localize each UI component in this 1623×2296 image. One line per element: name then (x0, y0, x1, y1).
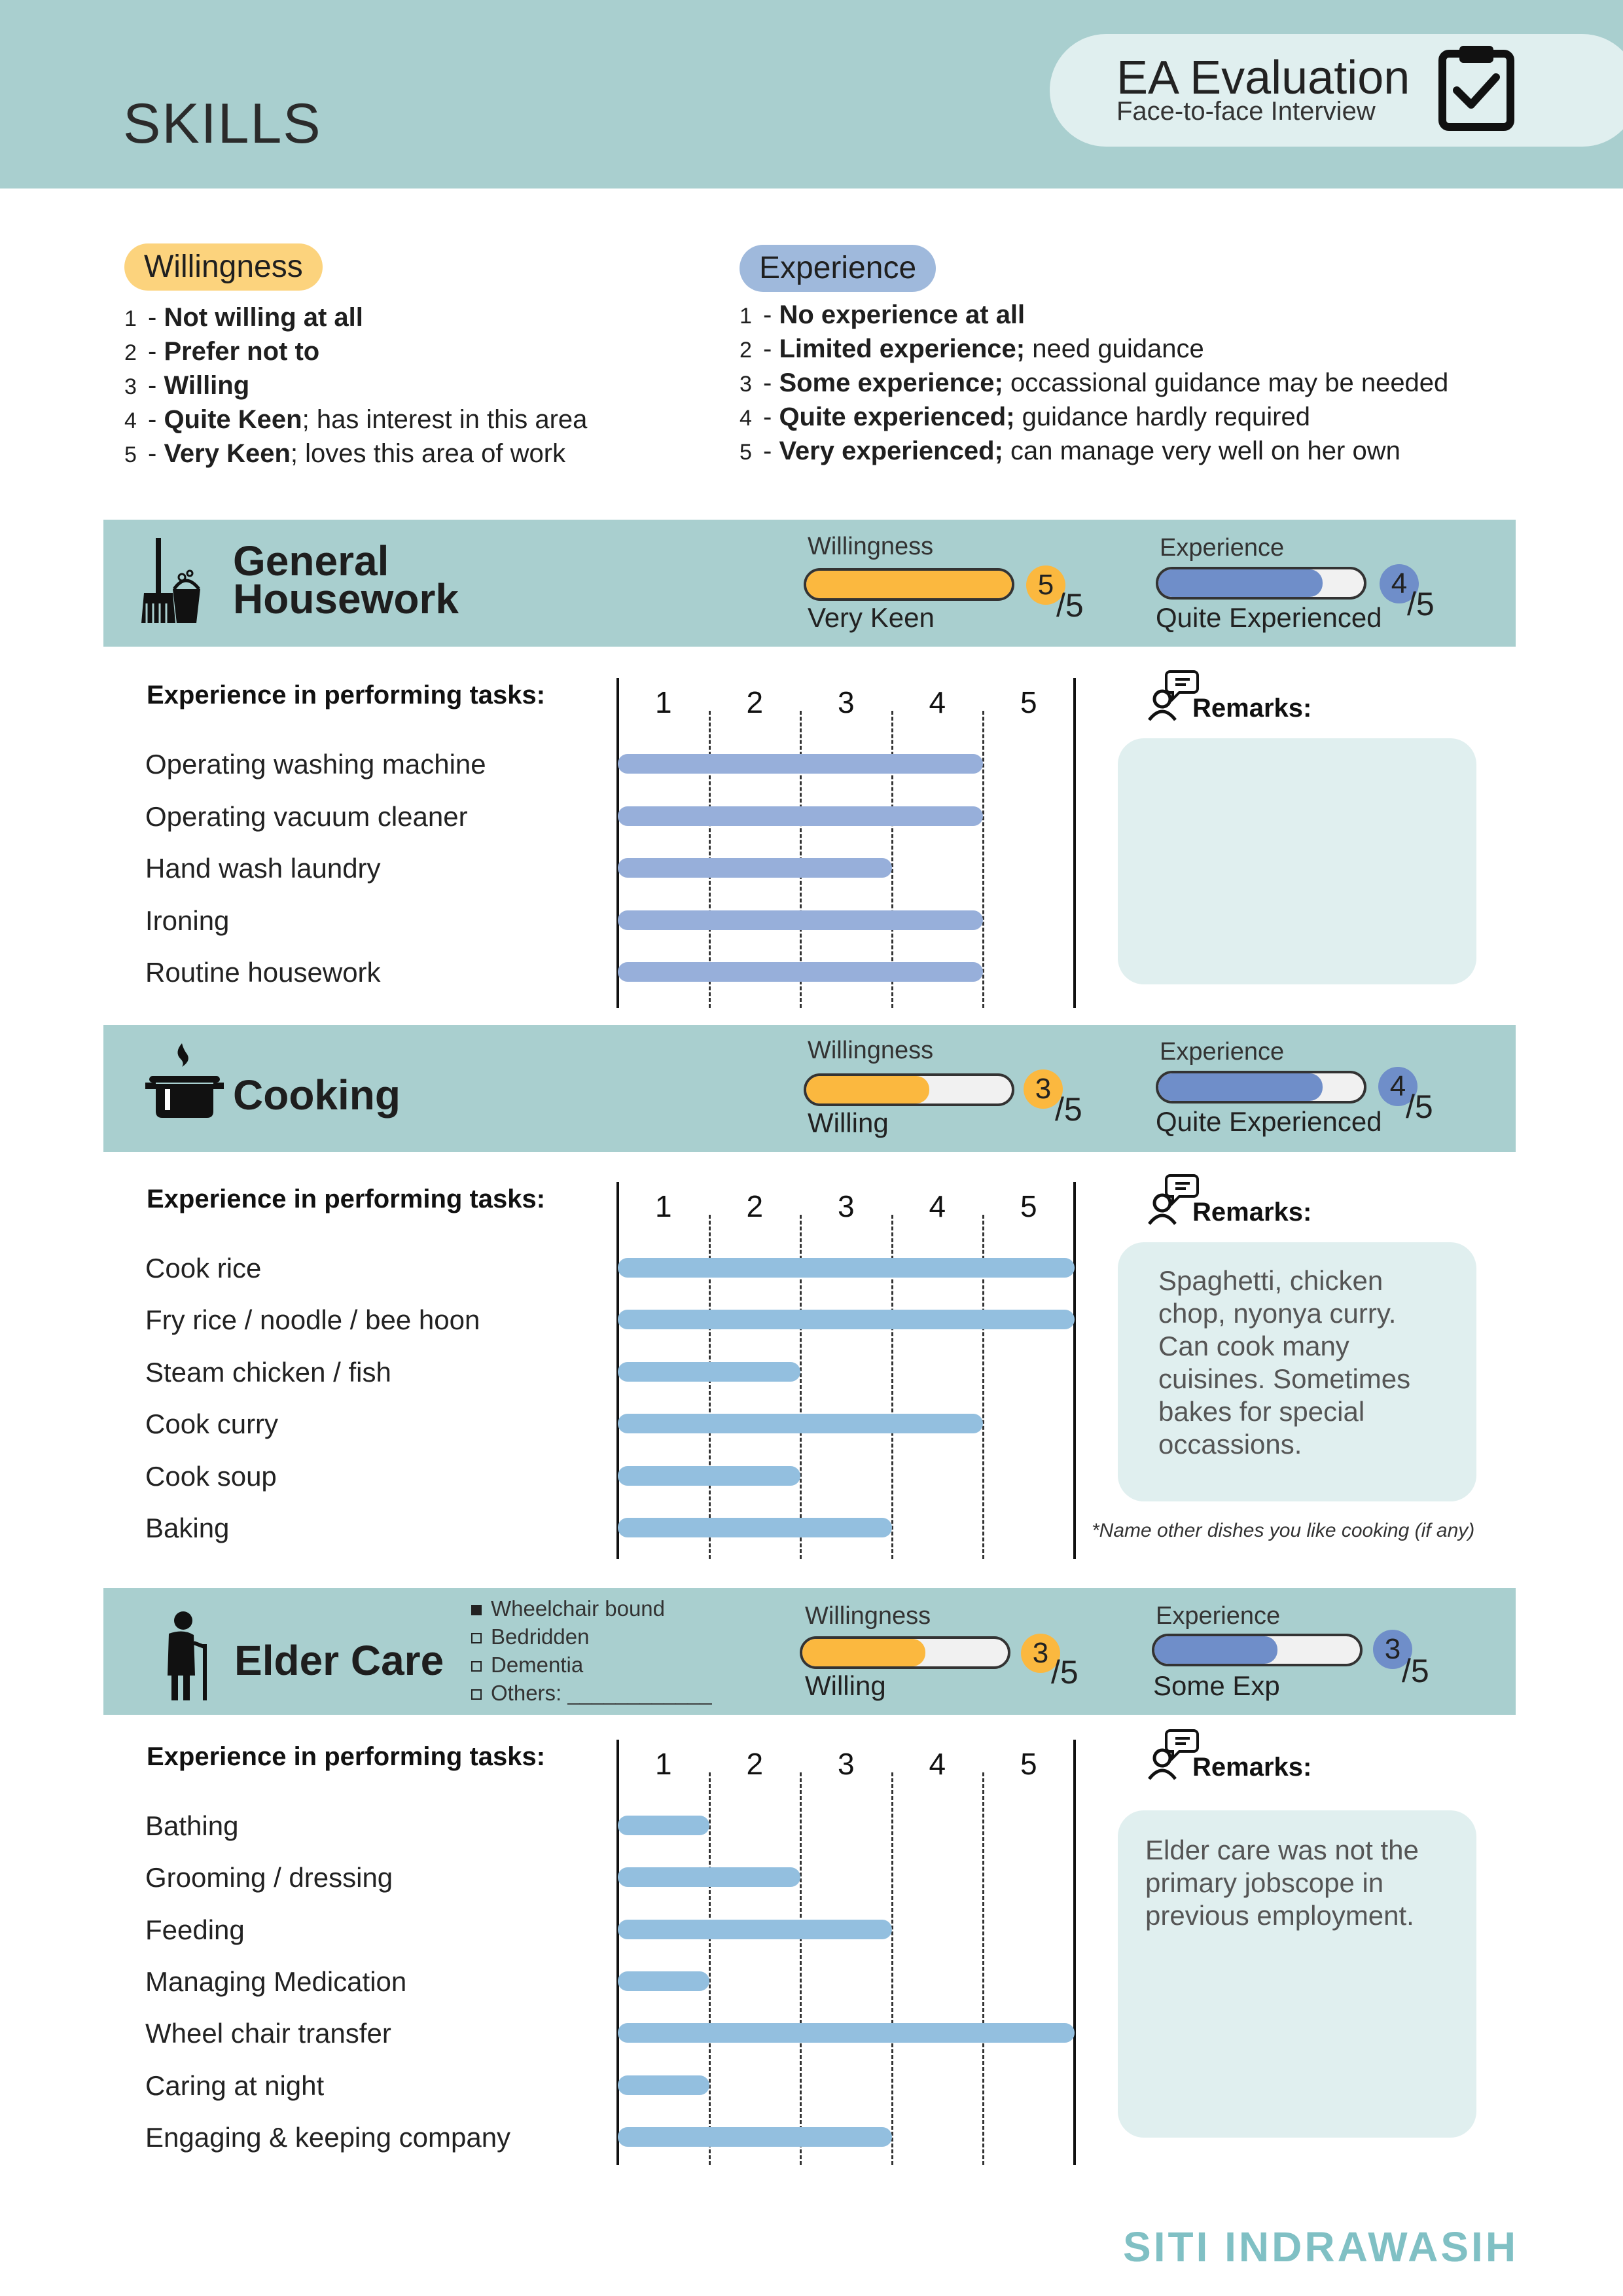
cooking-task-bar (618, 1414, 983, 1433)
legend-term: Limited experience; (779, 334, 1026, 363)
eldercare-gridline (800, 1772, 802, 2165)
legend-dash: - (148, 405, 164, 434)
cooking-task-bar (618, 1258, 1075, 1278)
legend-term: Some experience; (779, 368, 1003, 397)
eldercare-task-bar (618, 2023, 1075, 2043)
housework-task-label: Ironing (145, 905, 230, 936)
eldercare-title: Elder Care (234, 1637, 444, 1684)
legend-dash: - (148, 303, 164, 332)
experience-legend-item (740, 401, 1448, 435)
eldercare-option-label: Bedridden (491, 1624, 590, 1649)
cooking-experience-fill (1158, 1073, 1323, 1101)
eldercare-task-bar (618, 1971, 709, 1991)
housework-task-label: Hand wash laundry (145, 853, 381, 884)
housework-experience-label: Experience (1160, 534, 1285, 562)
legend-description: occassional guidance may be needed (1003, 368, 1449, 397)
eldercare-remarks-text: Elder care was not the primary jobscope in previous employment. (1145, 1835, 1419, 1931)
housework-task-bar (618, 910, 983, 930)
eldercare-scale-number: 5 (1020, 1747, 1037, 1781)
housework-willingness-label: Willingness (808, 533, 934, 560)
experience-legend-tag: Experience (740, 245, 936, 292)
legend-number: 4 (740, 406, 752, 431)
housework-remarks-label: Remarks: (1192, 694, 1312, 723)
eldercare-scale-number: 3 (837, 1747, 855, 1781)
housework-experience-value: Quite Experienced (1156, 602, 1382, 633)
eldercare-scale-number: 2 (746, 1747, 764, 1781)
evaluation-subtitle: Face-to-face Interview (1116, 97, 1376, 126)
housework-scale-number: 4 (929, 685, 946, 719)
housework-task-bar (618, 858, 892, 878)
legend-dash: - (763, 334, 779, 363)
cooking-willingness-value: Willing (808, 1107, 889, 1138)
legend-term: Very experienced; (779, 437, 1003, 465)
housework-scale-number: 2 (746, 685, 764, 719)
housework-scale-number: 3 (837, 685, 855, 719)
housework-task-bar (618, 962, 983, 982)
cooking-remarks-box (1118, 1242, 1476, 1501)
experience-legend-item (740, 367, 1448, 401)
housework-task-label: Operating washing machine (145, 749, 486, 780)
broom-bucket-icon (141, 538, 200, 624)
cooking-task-label: Cook soup (145, 1460, 277, 1492)
cooking-remarks-note: *Name other dishes you like cooking (if any) (1092, 1520, 1475, 1541)
housework-scale-number: 5 (1020, 685, 1037, 719)
checkbox-checked-icon[interactable] (471, 1605, 482, 1615)
housework-gridline (982, 711, 984, 1008)
legend-term: Quite experienced; (779, 403, 1015, 431)
housework-axis-left (616, 678, 619, 1008)
cooking-scale-number: 2 (746, 1189, 764, 1223)
eldercare-task-label: Bathing (145, 1810, 239, 1841)
remarks-person-icon (1147, 669, 1199, 721)
housework-task-bar (618, 806, 983, 826)
experience-legend-list (740, 298, 1448, 469)
eldercare-task-bar (618, 1816, 709, 1835)
eldercare-willingness-fill (802, 1639, 925, 1666)
willingness-legend-item (124, 301, 587, 335)
cooking-axis-right (1073, 1182, 1076, 1559)
eldercare-task-label: Grooming / dressing (145, 1862, 393, 1893)
eldercare-option-label: Others: ____________ (491, 1681, 712, 1705)
willingness-legend-list (124, 301, 587, 471)
eldercare-remarks-label: Remarks: (1192, 1753, 1312, 1782)
eldercare-experience-label: Experience (1156, 1602, 1281, 1630)
housework-experience-track (1156, 567, 1366, 600)
cooking-remarks-label: Remarks: (1192, 1198, 1312, 1227)
willingness-legend-item (124, 403, 587, 437)
eldercare-experience-out-of: /5 (1402, 1653, 1429, 1689)
cooking-experience-track (1156, 1071, 1366, 1103)
cooking-remarks-text: Spaghetti, chicken chop, nyonya curry. Can cook many cuisines. Sometimes bakes for special occassions. (1158, 1265, 1411, 1460)
eldercare-scale-number: 4 (929, 1747, 946, 1781)
legend-dash: - (763, 403, 779, 431)
housework-willingness-fill (806, 571, 1012, 598)
willingness-legend-item (124, 437, 587, 471)
legend-description: ; loves this area of work (290, 439, 566, 468)
housework-experience-out-of: /5 (1407, 586, 1435, 622)
cooking-willingness-score: 3 (1024, 1069, 1063, 1109)
eldercare-gridline (709, 1772, 711, 2165)
housework-task-label: Operating vacuum cleaner (145, 800, 468, 832)
eldercare-option[interactable] (471, 1623, 712, 1651)
eldercare-scale-number: 1 (654, 1747, 672, 1781)
legend-term: Prefer not to (164, 337, 320, 366)
willingness-legend-tag: Willingness (124, 243, 323, 291)
cooking-task-bar (618, 1310, 1075, 1329)
cooking-task-bar (618, 1518, 892, 1537)
housework-willingness-out-of: /5 (1056, 587, 1084, 624)
cooking-task-label: Cook rice (145, 1253, 262, 1283)
willingness-legend-item (124, 369, 587, 403)
checkbox-empty-icon[interactable] (471, 1689, 482, 1700)
cooking-willingness-fill (806, 1076, 929, 1103)
cooking-willingness-label: Willingness (808, 1037, 934, 1064)
elderly-person-icon (153, 1610, 212, 1702)
cooking-title: Cooking (233, 1071, 401, 1119)
checkbox-empty-icon[interactable] (471, 1633, 482, 1643)
legend-number: 2 (124, 340, 137, 365)
evaluation-title: EA Evaluation (1116, 52, 1410, 104)
eldercare-task-bar (618, 2127, 892, 2147)
eldercare-willingness-value: Willing (805, 1670, 886, 1701)
cooking-willingness-out-of: /5 (1055, 1091, 1082, 1128)
housework-tasks-heading: Experience in performing tasks: (147, 681, 546, 709)
clipboard-check-icon (1437, 42, 1516, 131)
eldercare-experience-fill (1154, 1636, 1277, 1664)
legend-dash: - (763, 300, 779, 329)
cooking-experience-out-of: /5 (1406, 1088, 1433, 1125)
eldercare-willingness-label: Willingness (805, 1602, 931, 1630)
experience-legend-item (740, 435, 1448, 469)
legend-dash: - (763, 437, 779, 465)
cooking-task-label: Cook curry (145, 1408, 279, 1440)
housework-task-label: Routine housework (145, 957, 381, 988)
housework-axis-right (1073, 678, 1076, 1008)
eldercare-condition-options (471, 1594, 712, 1707)
willingness-legend-item (124, 335, 587, 369)
cooking-pot-icon (145, 1043, 224, 1119)
legend-term: No experience at all (779, 300, 1026, 329)
legend-number: 4 (124, 408, 137, 433)
eldercare-option-label: Dementia (491, 1653, 584, 1677)
experience-legend-item (740, 298, 1448, 332)
eldercare-gridline (891, 1772, 893, 2165)
legend-term: Willing (164, 371, 250, 400)
cooking-experience-value: Quite Experienced (1156, 1106, 1382, 1137)
legend-term: Quite Keen (164, 405, 302, 434)
eldercare-option[interactable] (471, 1594, 712, 1623)
legend-dash: - (148, 337, 164, 366)
eldercare-option[interactable] (471, 1679, 712, 1707)
eldercare-task-label: Managing Medication (145, 1965, 407, 1997)
cooking-scale-number: 5 (1020, 1189, 1037, 1223)
eldercare-experience-track (1152, 1634, 1363, 1666)
eldercare-task-label: Caring at night (145, 2070, 325, 2101)
housework-experience-fill (1158, 569, 1323, 597)
legend-dash: - (148, 371, 164, 400)
eldercare-axis-right (1073, 1740, 1076, 2165)
eldercare-task-bar (618, 2075, 709, 2095)
housework-remarks-box (1118, 738, 1476, 984)
eldercare-task-label: Wheel chair transfer (145, 2018, 391, 2049)
eldercare-option[interactable] (471, 1651, 712, 1679)
legend-term: Very Keen (164, 439, 291, 468)
housework-willingness-track (804, 568, 1014, 601)
eldercare-experience-score: 3 (1373, 1630, 1412, 1669)
eldercare-task-label: Feeding (145, 1914, 245, 1945)
housework-scale-number: 1 (654, 685, 672, 719)
cooking-willingness-track (804, 1073, 1014, 1106)
legend-description: need guidance (1025, 334, 1204, 363)
legend-term: Not willing at all (164, 303, 363, 332)
housework-remarks-text (1118, 738, 1476, 791)
checkbox-empty-icon[interactable] (471, 1661, 482, 1672)
page-title: SKILLS (123, 92, 322, 155)
eldercare-willingness-score: 3 (1021, 1634, 1060, 1673)
candidate-name: SITI INDRAWASIH (1123, 2223, 1519, 2270)
legend-number: 2 (740, 338, 752, 363)
eldercare-task-bar (618, 1867, 800, 1887)
cooking-task-label: Baking (145, 1513, 230, 1543)
legend-number: 5 (740, 440, 752, 465)
eldercare-willingness-out-of: /5 (1051, 1654, 1079, 1691)
housework-task-bar (618, 754, 983, 774)
legend-description: ; has interest in this area (302, 405, 588, 434)
legend-number: 1 (124, 306, 137, 331)
cooking-scale-number: 1 (654, 1189, 672, 1223)
eldercare-willingness-track (800, 1636, 1010, 1669)
legend-dash: - (763, 368, 779, 397)
eldercare-option-label: Wheelchair bound (491, 1596, 665, 1621)
legend-number: 3 (124, 374, 137, 399)
experience-legend-item (740, 332, 1448, 367)
cooking-scale-number: 3 (837, 1189, 855, 1223)
eldercare-task-bar (618, 1920, 892, 1939)
housework-experience-score: 4 (1380, 564, 1419, 603)
legend-number: 3 (740, 372, 752, 397)
cooking-task-bar (618, 1466, 800, 1486)
cooking-experience-score: 4 (1378, 1067, 1418, 1106)
housework-willingness-value: Very Keen (808, 602, 935, 633)
housework-title-line2: Housework (233, 575, 459, 622)
eldercare-tasks-heading: Experience in performing tasks: (147, 1742, 546, 1771)
eldercare-task-label: Engaging & keeping company (145, 2121, 511, 2153)
legend-dash: - (148, 439, 164, 468)
eldercare-remarks-box (1118, 1810, 1476, 2138)
eldercare-axis-left (616, 1740, 619, 2165)
legend-description: guidance hardly required (1014, 403, 1310, 431)
housework-willingness-score: 5 (1026, 565, 1065, 605)
cooking-tasks-heading: Experience in performing tasks: (147, 1185, 546, 1213)
housework-title-line1: General (233, 537, 389, 584)
remarks-person-icon (1147, 1173, 1199, 1225)
remarks-person-icon (1147, 1728, 1199, 1780)
cooking-experience-label: Experience (1160, 1038, 1285, 1066)
cooking-scale-number: 4 (929, 1189, 946, 1223)
cooking-task-label: Fry rice / noodle / bee hoon (145, 1304, 480, 1336)
cooking-task-bar (618, 1362, 800, 1382)
eldercare-experience-value: Some Exp (1153, 1670, 1280, 1701)
cooking-task-label: Steam chicken / fish (145, 1356, 391, 1388)
legend-number: 5 (124, 442, 137, 467)
legend-description: can manage very well on her own (1003, 437, 1400, 465)
legend-number: 1 (740, 304, 752, 329)
eldercare-gridline (982, 1772, 984, 2165)
